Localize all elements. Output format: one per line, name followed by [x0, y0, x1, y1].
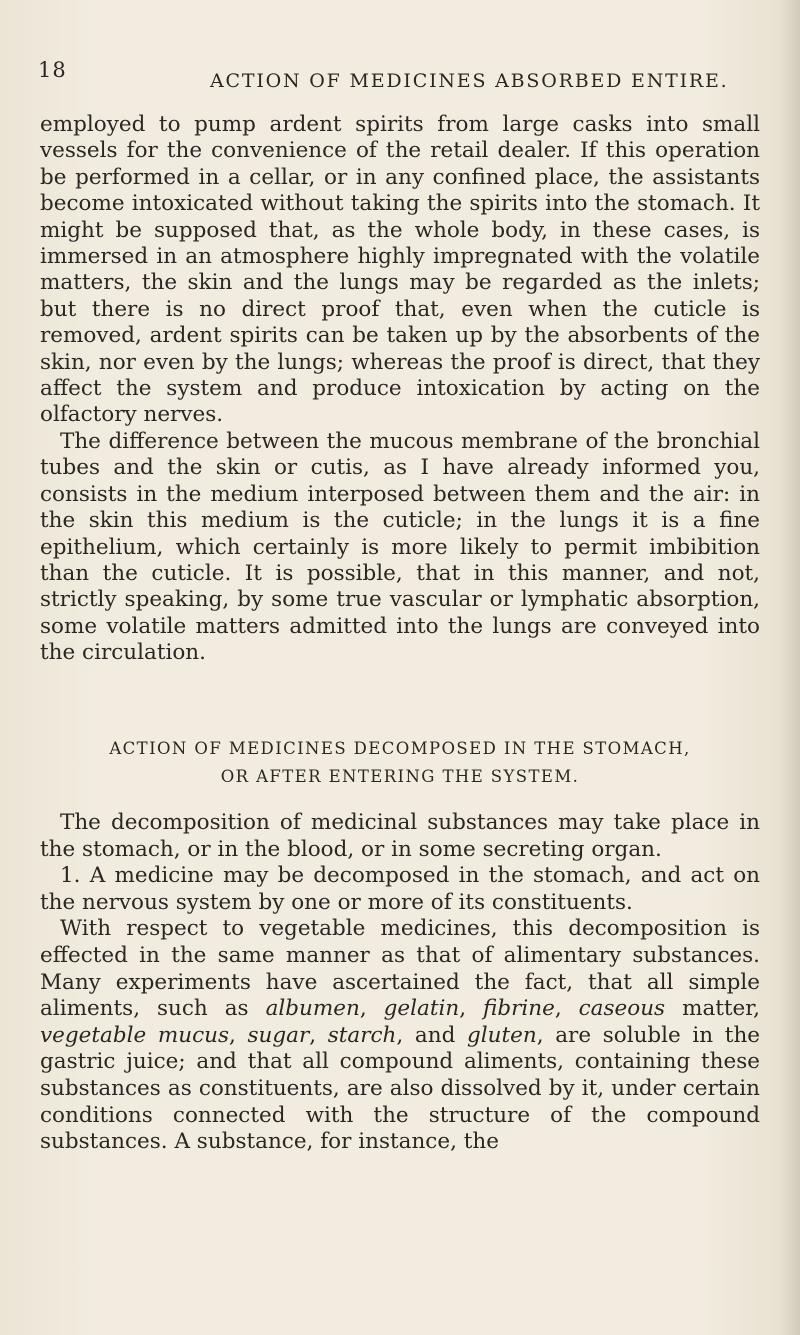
section-heading [40, 735, 760, 791]
term-vegetable-mucus: vegetable mucus [40, 1022, 229, 1048]
paragraph-1: employed to pump ardent spirits from large casks into small vessels for the convenience of the retail dealer. If this operation be performed in a cellar, or in any confined place, the assistants become intoxicated without taking the spirits into the stomach. It might be supposed that, as the whole body, in these cases, is immersed in an atmosphere highly impregnated with the volatile matters, the skin and the lungs may be regarded as the inlets; but there is no direct proof that, even when the cuticle is removed, ardent spirits can be taken up by the absorbents of the skin, nor even by the lungs; whereas the proof is direct, that they affect the system and produce intoxication by acting on the olfactory nerves. [40, 112, 760, 428]
section-body [40, 810, 760, 1156]
term-sugar: sugar [247, 1022, 310, 1048]
term-starch: starch [327, 1022, 397, 1048]
page-edge-shadow [778, 0, 800, 1335]
term-fibrine: fibrine [483, 996, 555, 1022]
paragraph-2: The difference between the mucous membrane of the bronchial tubes and the skin or cutis, as I have already informed you, consists in the medium interposed between them and the air: in the skin this medium is the cuticle; in the lungs it is a fine epithelium, which certainly is more likely to permit imbibition than the cuticle. It is possible, that in this manner, and not, strictly speaking, by some true vascular or lymphatic absorption, some volatile matters admitted into the lungs are conveyed into the circulation. [40, 428, 760, 666]
paragraph-3: The decomposition of medicinal substances may take place in the stomach, or in the blood, or in some secreting organ. [40, 810, 760, 862]
paragraph-4: 1. A medicine may be decomposed in the stomach, and act on the nervous system by one or more of its constituents. [40, 863, 760, 915]
term-gluten: gluten [467, 1022, 537, 1048]
paragraph-5-part-b: matter, [682, 996, 761, 1022]
paragraph-5-part-a: With respect to vegetable medicines, this decomposition is effected in the same manner as that of alimentary substances. Many experiments have ascertained the fact, that all simple aliments, such as [40, 916, 760, 1022]
term-caseous: caseous [578, 996, 666, 1022]
section-heading-line-2: OR AFTER ENTERING THE SYSTEM. [220, 767, 580, 786]
section-heading-line-1: ACTION OF MEDICINES DECOMPOSED IN THE STOMACH, [109, 739, 691, 758]
term-gelatin: gelatin [383, 996, 460, 1022]
page-number: 18 [38, 58, 67, 82]
page-header [0, 58, 800, 98]
term-albumen: albumen [265, 996, 360, 1022]
running-title: ACTION OF MEDICINES ABSORBED ENTIRE. [210, 70, 729, 92]
paragraph-5-part-c: are soluble in the gastric juice; and that all compound aliments, containing these substances as constituents, are also dissolved by it, under certain conditions connected with the structure of the compound substances. A substance, for instance, the [40, 1022, 761, 1155]
body-text [40, 112, 760, 667]
paragraph-5: With respect to vegetable medicines, this decomposition is effected in the same manner as that of alimentary substances. Many experiments have ascertained the fact, that all simple aliments, such as albumen, gelatin, fibrine, caseous matter, vegetable mucus, sugar, starch, and gluten, are soluble in the gastric juice; and that all compound aliments, containing these substances as constituents, are also dissolved by it, under certain conditions connected with the structure of the compound substances. A substance, for instance, the [40, 916, 761, 1155]
word-and: and [414, 1022, 456, 1048]
